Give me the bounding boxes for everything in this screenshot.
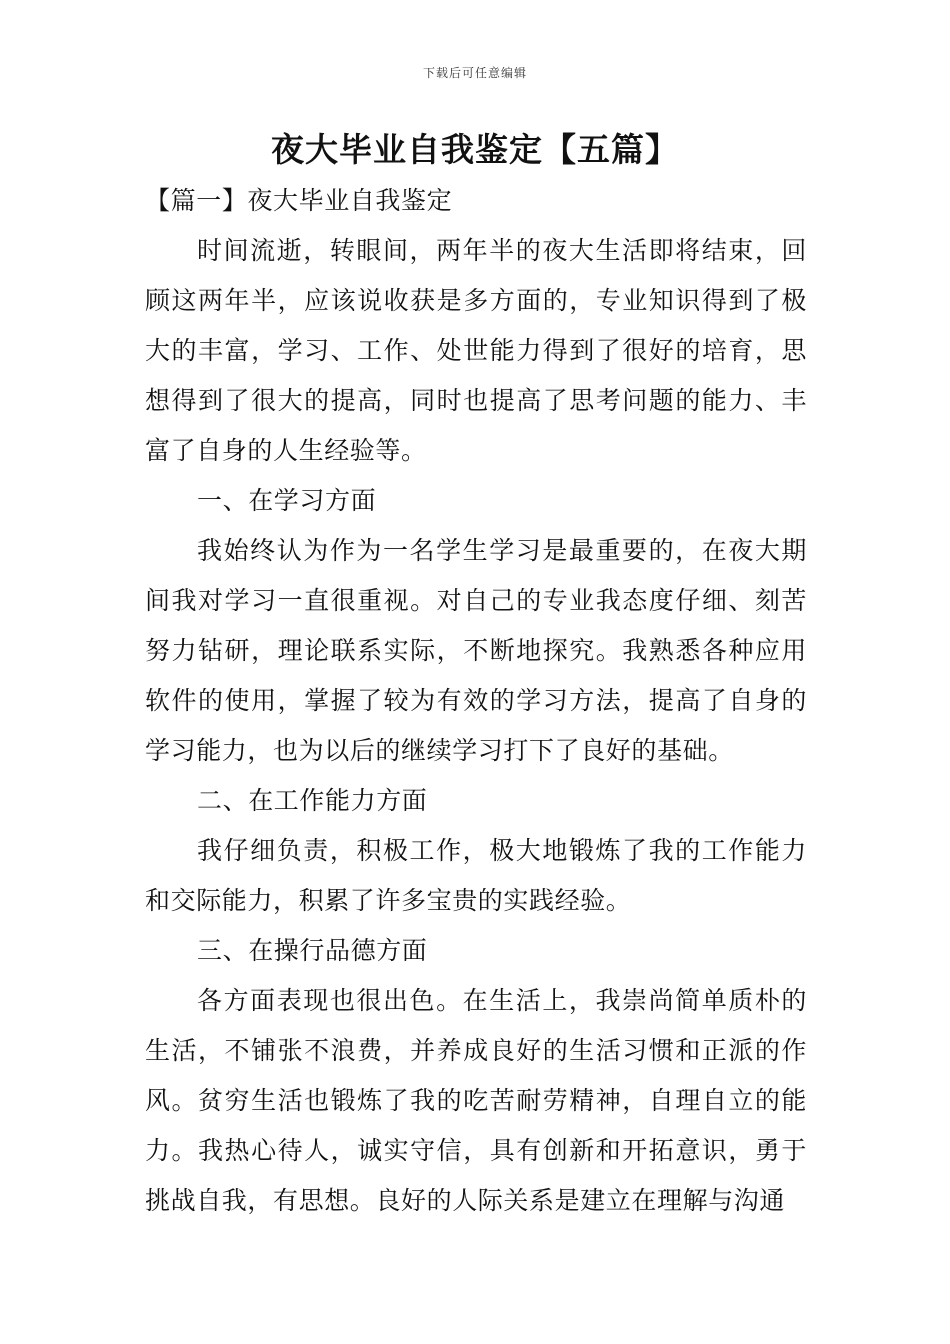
body-paragraph: 时间流逝，转眼间，两年半的夜大生活即将结束，回顾这两年半，应该说收获是多方面的，专业知识得到了极大的丰富，学习、工作、处世能力得到了很好的培育，思想得到了很大的提高，同时也提高了思考问题的能力、丰富了自身的人生经验等。 [145,236,807,465]
body-paragraph: 我始终认为作为一名学生学习是最重要的，在夜大期间我对学习一直很重视。对自己的专业我态度仔细、刻苦努力钻研，理论联系实际，不断地探究。我熟悉各种应用软件的使用，掌握了较为有效的学习方法，提高了自身的学习能力，也为以后的继续学习打下了良好的基础。 [145,536,807,765]
header-note: 下载后可任意编辑 [422,66,527,80]
document-body [145,176,807,1226]
subsection-heading: 二、在工作能力方面 [197,786,428,815]
subsection-heading: 三、在操行品德方面 [197,936,428,965]
page-title: 夜大毕业自我鉴定【五篇】 [271,130,679,169]
body-paragraph: 各方面表现也很出色。在生活上，我崇尚简单质朴的生活，不铺张不浪费，并养成良好的生活习惯和正派的作风。贫穷生活也锻炼了我的吃苦耐劳精神，自理自立的能力。我热心待人，诚实守信，具有创新和开拓意识，勇于挑战自我，有思想。良好的人际关系是建立在理解与沟通 [145,986,807,1215]
subsection-heading: 一、在学习方面 [197,486,377,515]
body-paragraph: 我仔细负责，积极工作，极大地锻炼了我的工作能力和交际能力，积累了许多宝贵的实践经验。 [145,836,807,915]
section-heading: 【篇一】夜大毕业自我鉴定 [145,186,453,215]
